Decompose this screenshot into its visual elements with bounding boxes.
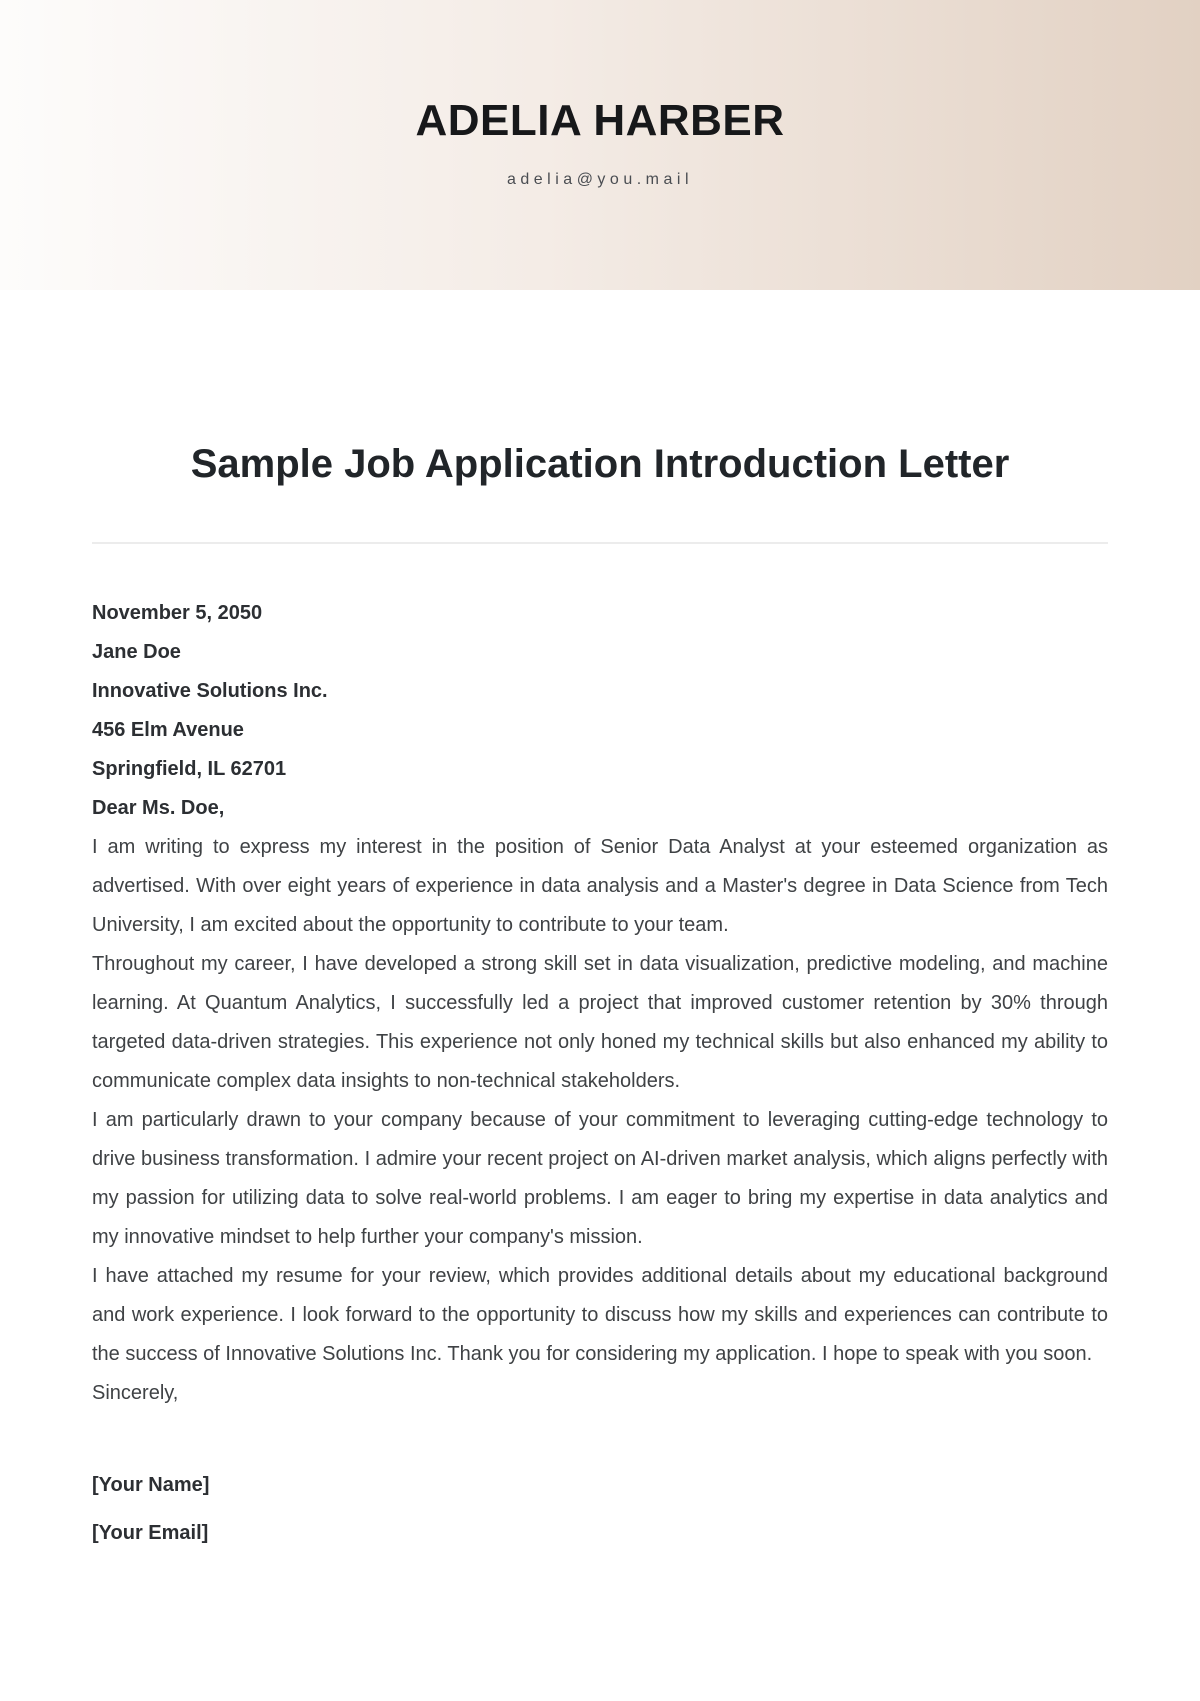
letter-text [92, 594, 1108, 1553]
recipient-street: 456 Elm Avenue [92, 719, 244, 741]
salutation: Dear Ms. Doe, [92, 797, 225, 819]
letterhead [0, 0, 1200, 290]
signature-name-placeholder: [Your Name] [92, 1474, 210, 1496]
paragraph-company-fit: I am particularly drawn to your company because of your commitment to leveraging cutting-edge technology to drive business transformation. I admire your recent project on AI-driven market analysis, which aligns perfectly with my passion for utilizing data to solve real-world problems. I am eager to bring my expertise in data analytics and my innovative mindset to help further your company's mission. [92, 1109, 1108, 1248]
letterhead-name: ADELIA HARBER [415, 96, 785, 145]
signature-block [92, 1466, 1108, 1553]
signature-email-placeholder: [Your Email] [92, 1522, 209, 1544]
title-divider [92, 542, 1108, 544]
document-title: Sample Job Application Introduction Letter [190, 442, 1010, 486]
closing: Sincerely, [92, 1382, 179, 1404]
paragraph-career: Throughout my career, I have developed a strong skill set in data visualization, predictive modeling, and machine learning. At Quantum Analytics, I successfully led a project that improved customer retention by 30% through targeted data-driven strategies. This experience not only honed my technical skills but also enhanced my ability to communicate complex data insights to non-technical stakeholders. [92, 953, 1108, 1092]
recipient-company: Innovative Solutions Inc. [92, 680, 328, 702]
document-body [92, 440, 1108, 1553]
letterhead-email: adelia@you.mail [506, 171, 694, 188]
recipient-city: Springfield, IL 62701 [92, 758, 287, 780]
paragraph-introduction: I am writing to express my interest in the position of Senior Data Analyst at your esteemed organization as advertised. With over eight years of experience in data analysis and a Master's degree in Data Science from Tech University, I am excited about the opportunity to contribute to your team. [92, 836, 1108, 936]
paragraph-resume: I have attached my resume for your review, which provides additional details about my educational background and work experience. I look forward to the opportunity to discuss how my skills and experiences can contribute to the success of Innovative Solutions Inc. Thank you for considering my application. I hope to speak with you soon. [92, 1265, 1108, 1365]
letter-date: November 5, 2050 [92, 602, 263, 624]
recipient-name: Jane Doe [92, 641, 181, 663]
